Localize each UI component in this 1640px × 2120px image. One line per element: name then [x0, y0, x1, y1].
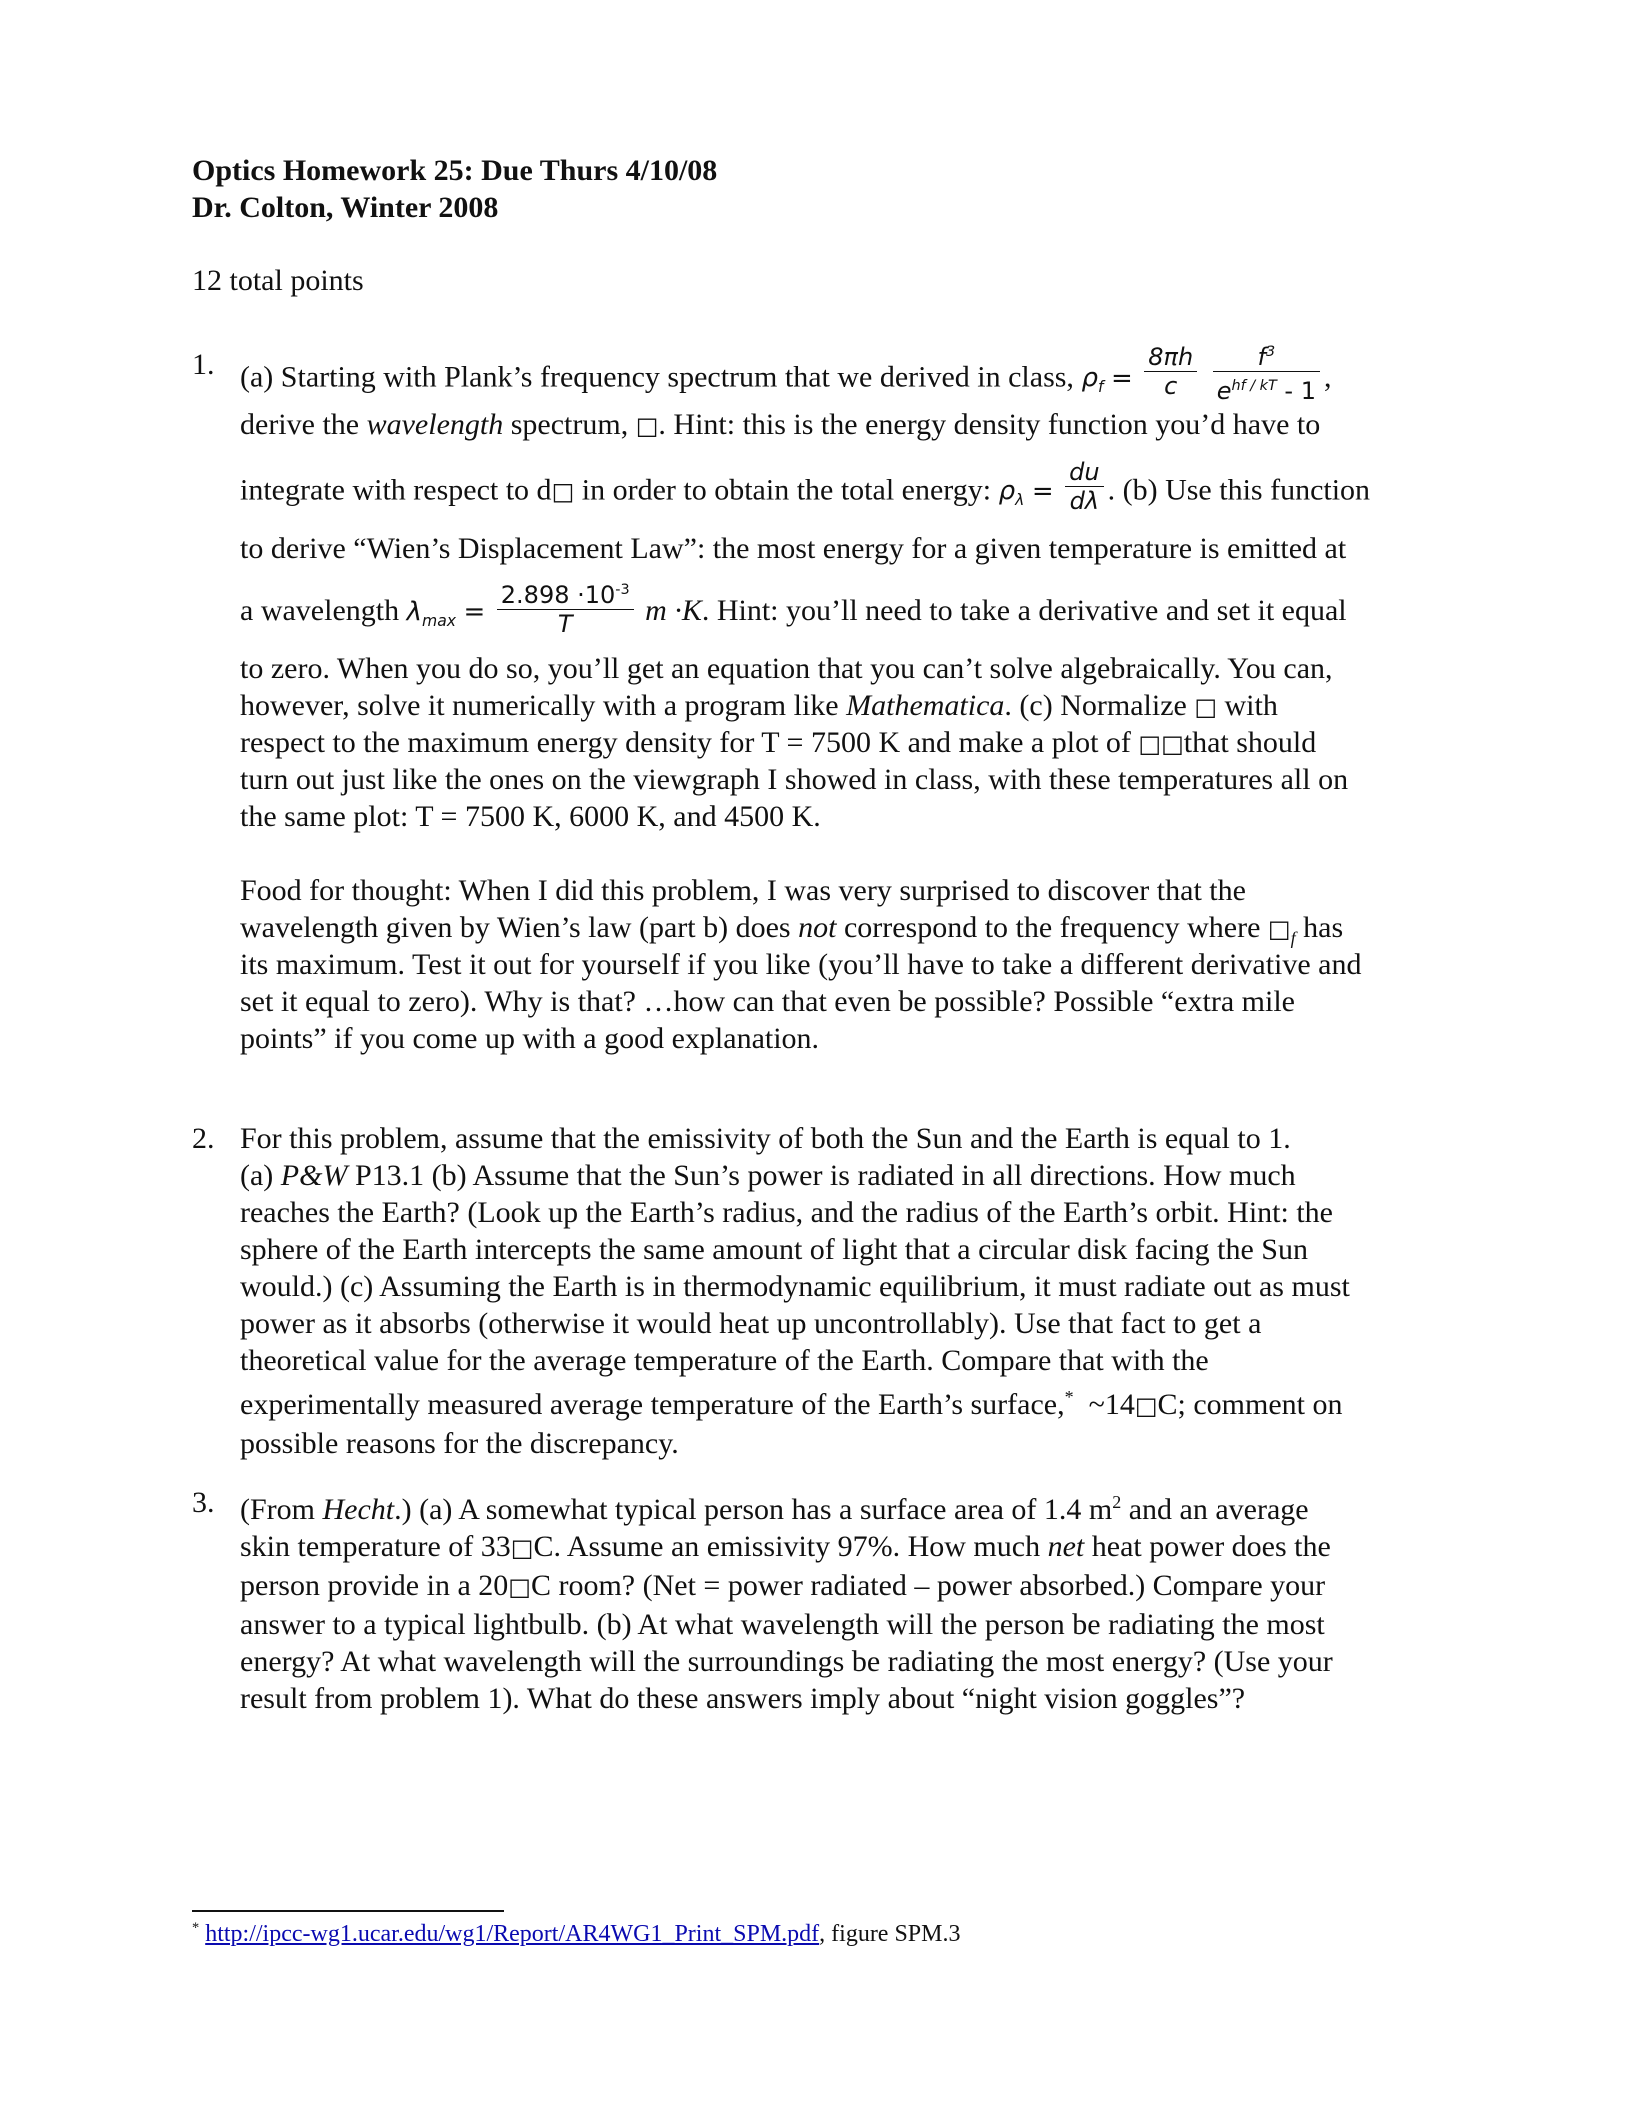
equals-sign: = — [1031, 476, 1054, 507]
degree-missing-glyph-box: □ — [510, 1534, 534, 1562]
text-segment: (a) Starting with Plank’s frequency spectrum that we derived in class, — [240, 360, 1074, 394]
problem-1 — [192, 343, 1452, 1066]
problem-1-line-2: derive the wavelength spectrum, □. Hint: this is the energy density function you’d have to — [240, 408, 1321, 441]
food-for-thought-line-4: set it equal to zero). Why is that? …how can that even be possible? Possible “extra mile — [240, 985, 1295, 1018]
missing-glyph-box: □ — [1194, 693, 1218, 721]
units: m ·K — [645, 593, 702, 627]
problem-3-line-2: skin temperature of 33□C. Assume an emissivity 97%. How much net heat power does the — [240, 1530, 1331, 1563]
missing-glyph-box: □ — [1138, 730, 1162, 758]
problem-number: 3. — [192, 1486, 215, 1519]
food-for-thought-line-5: points” if you come up with a good explanation. — [240, 1022, 820, 1055]
missing-glyph-box: □ — [635, 412, 659, 440]
degree-missing-glyph-box: □ — [1134, 1392, 1158, 1420]
problem-3-line-3: person provide in a 20□C room? (Net = power radiated – power absorbed.) Compare your — [240, 1569, 1326, 1602]
problem-2-line-4: sphere of the Earth intercepts the same amount of light that a circular disk facing the Sun — [240, 1233, 1308, 1266]
degree-missing-glyph-box: □ — [508, 1573, 531, 1601]
footnote-divider — [192, 1910, 504, 1912]
problem-1-line-10: the same plot: T = 7500 K, 6000 K, and 4500 K. — [240, 800, 821, 833]
header — [192, 152, 717, 226]
problem-3-line-1: (From Hecht.) (a) A somewhat typical person has a surface area of 1.4 $m^2$ and an average — [240, 1492, 1309, 1526]
problem-body — [240, 1120, 1455, 1462]
problem-1-line-9: turn out just like the ones on the viewgraph I showed in class, with these temperatures all on — [240, 763, 1349, 796]
problem-2-line-3: reaches the Earth? (Look up the Earth’s radius, and the radius of the Earth’s orbit. Hint: the — [240, 1196, 1333, 1229]
problem-1-line-6: to zero. When you do so, you’ll get an equation that you can’t solve algebraically. You can, — [240, 652, 1333, 685]
fraction-8pih-over-c: $\frac{8\pi h}{c}$ — [1144, 343, 1197, 400]
footnote-link[interactable]: http://ipcc-wg1.ucar.edu/wg1/Report/AR4WG1_Print_SPM.pdf — [205, 1921, 820, 1947]
problem-2-line-7: theoretical value for the average temperature of the Earth. Compare that with the — [240, 1344, 1209, 1377]
problem-2-line-6: power as it absorbs (otherwise it would heat up uncontrollably). Use that fact to get a — [240, 1307, 1262, 1340]
fraction-wien-constant: $\frac{2.898 \cdot 10^{-3}}{T}$ — [497, 576, 634, 638]
problem-1-line-4: to derive “Wien’s Displacement Law”: the most energy for a given temperature is emitted at — [240, 532, 1347, 565]
problem-2-line-9: possible reasons for the discrepancy. — [240, 1427, 679, 1460]
lambda-max-symbol: $\lambda_{max}$ — [406, 596, 456, 631]
fraction-f3-over-exp: $\frac{f^3}{e^{hf / kT} - 1}$ — [1213, 338, 1320, 405]
total-points: 12 total points — [192, 264, 364, 297]
food-for-thought-line-3: its maximum. Test it out for yourself if you like (you’ll have to take a different derivative and — [240, 948, 1362, 981]
problem-number: 1. — [192, 348, 215, 381]
equals-sign: = — [1110, 363, 1133, 394]
missing-glyph-box: □ — [1267, 915, 1291, 943]
footnote-marker: * — [192, 1920, 200, 1936]
food-for-thought-line-2: wavelength given by Wien’s law (part b) does not correspond to the frequency where $□_f$ has — [240, 911, 1344, 948]
missing-glyph-box: □ — [551, 477, 575, 506]
problem-2-line-8: experimentally measured average temperature of the Earth’s surface,* ~14□C; comment on — [240, 1387, 1343, 1421]
author-line: Dr. Colton, Winter 2008 — [192, 191, 499, 224]
problem-1-line-7: however, solve it numerically with a program like Mathematica. (c) Normalize □ with — [240, 689, 1278, 722]
problem-2-line-5: would.) (c) Assuming the Earth is in thermodynamic equilibrium, it must radiate out as must — [240, 1270, 1350, 1303]
rho-lambda-symbol: $\rho_\lambda$ — [998, 476, 1025, 510]
equals-sign: = — [463, 596, 486, 627]
problem-3-line-6: result from problem 1). What do these answers imply about “night vision goggles”? — [240, 1682, 1246, 1715]
problem-body — [240, 1484, 1455, 1717]
problem-1-line-5: a wavelength $\lambda_{max}$ = $\frac{2.898 \cdot 10^{-3}}{T}$ m ·K. Hint: you’ll need to take a derivative and set it equal — [240, 582, 1455, 644]
footnote-tail: , figure SPM.3 — [819, 1921, 961, 1947]
footnote-marker: * — [1064, 1387, 1074, 1407]
problem-1-part-a-line-1 — [240, 343, 1455, 413]
footnote — [192, 1920, 961, 1948]
problem-number: 2. — [192, 1122, 215, 1155]
comma: , — [1323, 360, 1332, 394]
problem-3-line-4: answer to a typical lightbulb. (b) At what wavelength will the person be radiating the most — [240, 1608, 1325, 1641]
rho-f-symbol: $\rho_f$ — [1081, 363, 1104, 397]
missing-glyph-box: □ — [1161, 730, 1184, 758]
problem-2 — [192, 1120, 1452, 1460]
problem-3-line-5: energy? At what wavelength will the surroundings be radiating the most energy? (Use your — [240, 1645, 1333, 1678]
problem-2-line-2: (a) P&W P13.1 (b) Assume that the Sun’s power is radiated in all directions. How much — [240, 1159, 1296, 1192]
fraction-du-over-dlambda: $\frac{du}{d\lambda}$ — [1065, 458, 1103, 515]
problem-1-line-8: respect to the maximum energy density for T = 7500 K and make a plot of □□that should — [240, 726, 1317, 759]
problem-1-line-3: integrate with respect to d□ in order to obtain the total energy: $\rho_\lambda$ = $\frac{du}{d\lambda}$ . (b) Use this function — [240, 458, 1371, 515]
food-for-thought-line-1: Food for thought: When I did this problem, I was very surprised to discover that the — [240, 874, 1246, 907]
problem-3 — [192, 1484, 1452, 1714]
problem-2-line-1: For this problem, assume that the emissivity of both the Sun and the Earth is equal to 1. — [240, 1122, 1291, 1155]
homework-title: Optics Homework 25: Due Thurs 4/10/08 — [192, 154, 718, 187]
